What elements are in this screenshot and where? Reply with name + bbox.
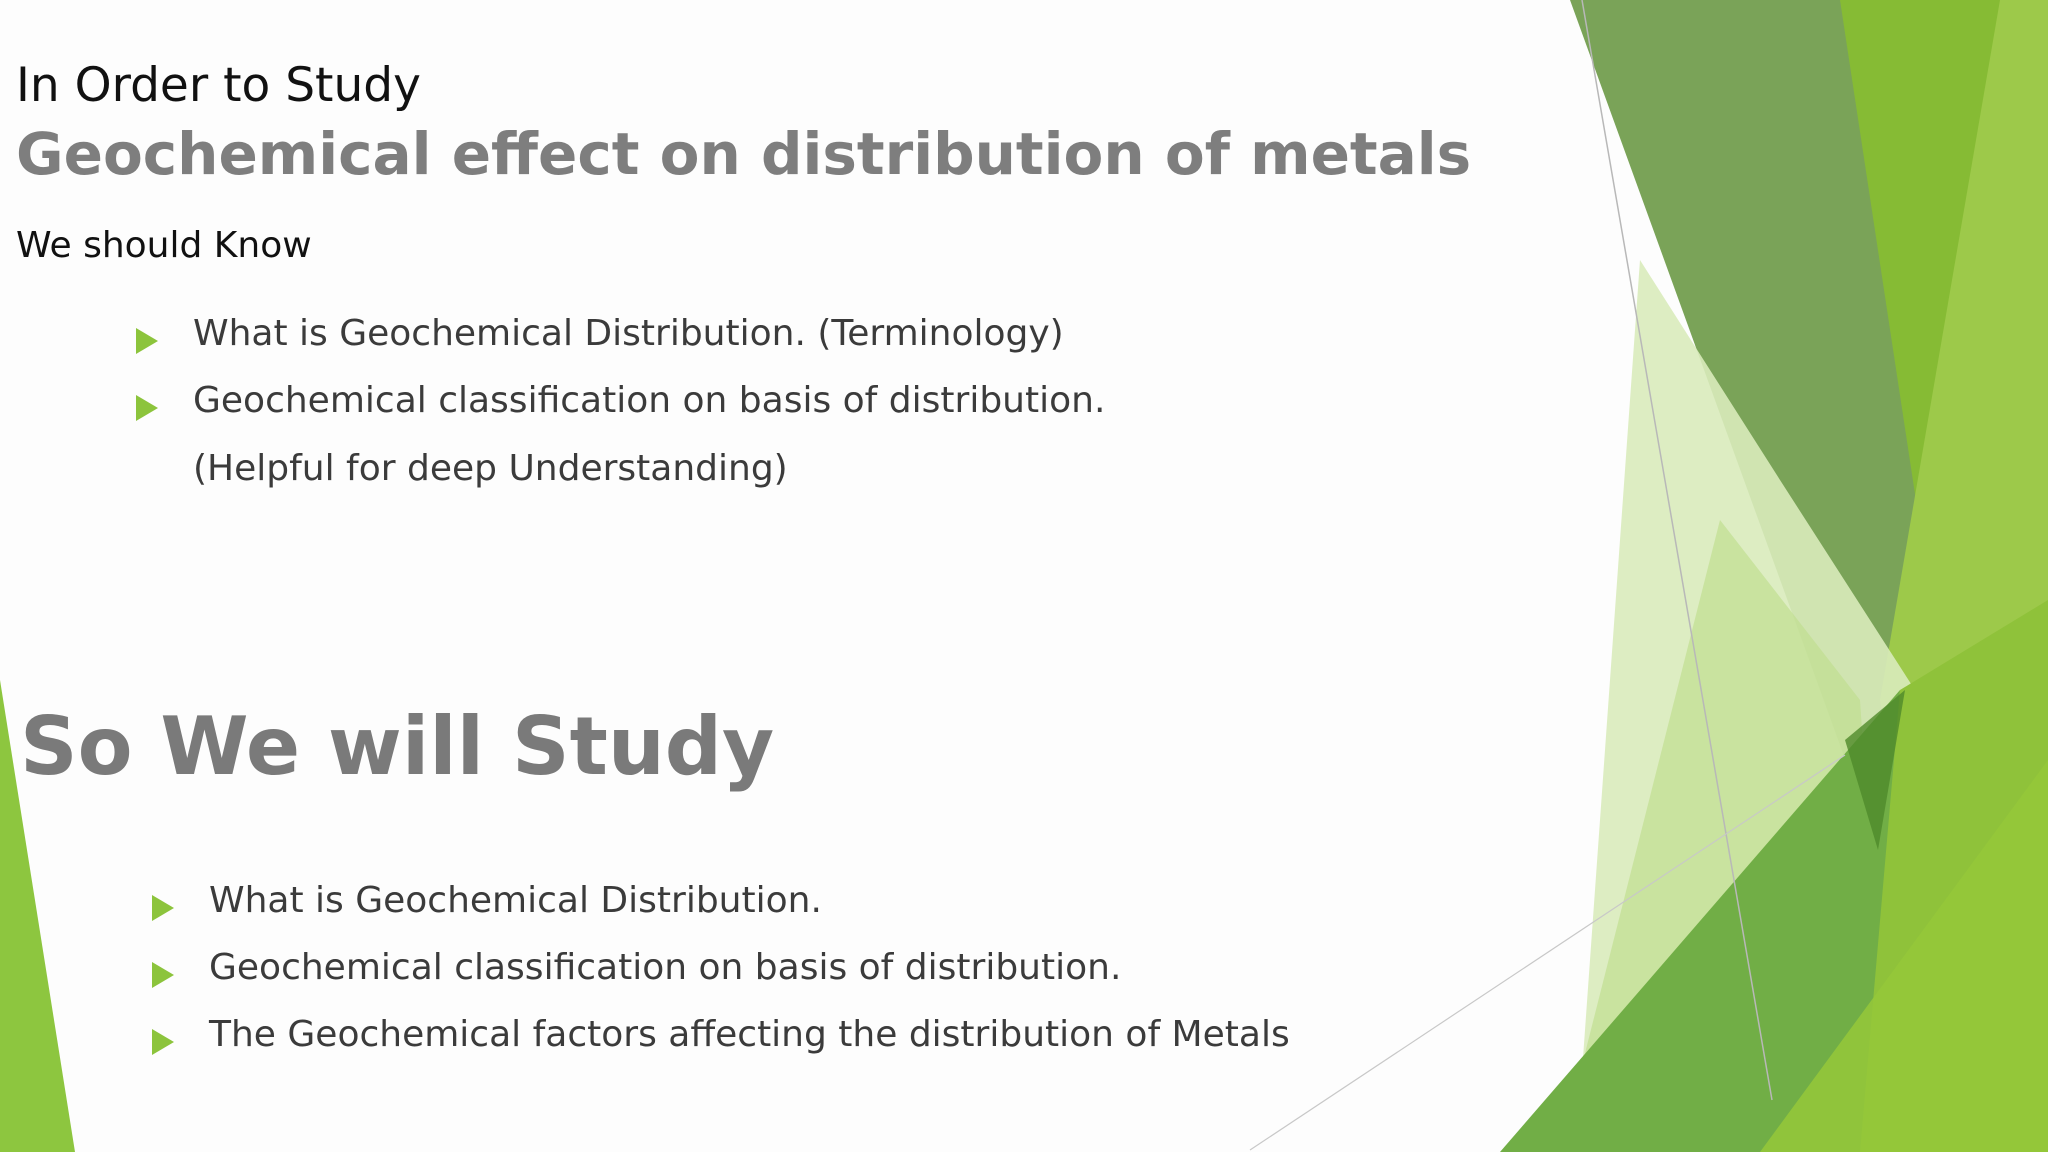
triangle-right-icon: [152, 1029, 174, 1055]
should-know-heading: We should Know: [16, 225, 312, 266]
list-item-label: The Geochemical factors affecting the distribution of Metals: [209, 1014, 1290, 1055]
intro-line: In Order to Study: [16, 58, 421, 113]
triangle-right-icon: [152, 962, 174, 988]
list-item-label: Geochemical classification on basis of distribution.: [209, 947, 1122, 988]
bullet-continuation: (Helpful for deep Understanding): [193, 448, 788, 489]
triangle-right-icon: [152, 895, 174, 921]
list-item-label: What is Geochemical Distribution. (Terminology): [193, 313, 1064, 354]
slide-subtitle: Geochemical effect on distribution of metals: [16, 120, 1472, 188]
triangle-right-icon: [136, 328, 158, 354]
triangle-right-icon: [136, 395, 158, 421]
list-item-label: What is Geochemical Distribution.: [209, 880, 822, 921]
list-item-label: Geochemical classification on basis of distribution.: [193, 380, 1106, 421]
study-heading: So We will Study: [20, 700, 775, 793]
